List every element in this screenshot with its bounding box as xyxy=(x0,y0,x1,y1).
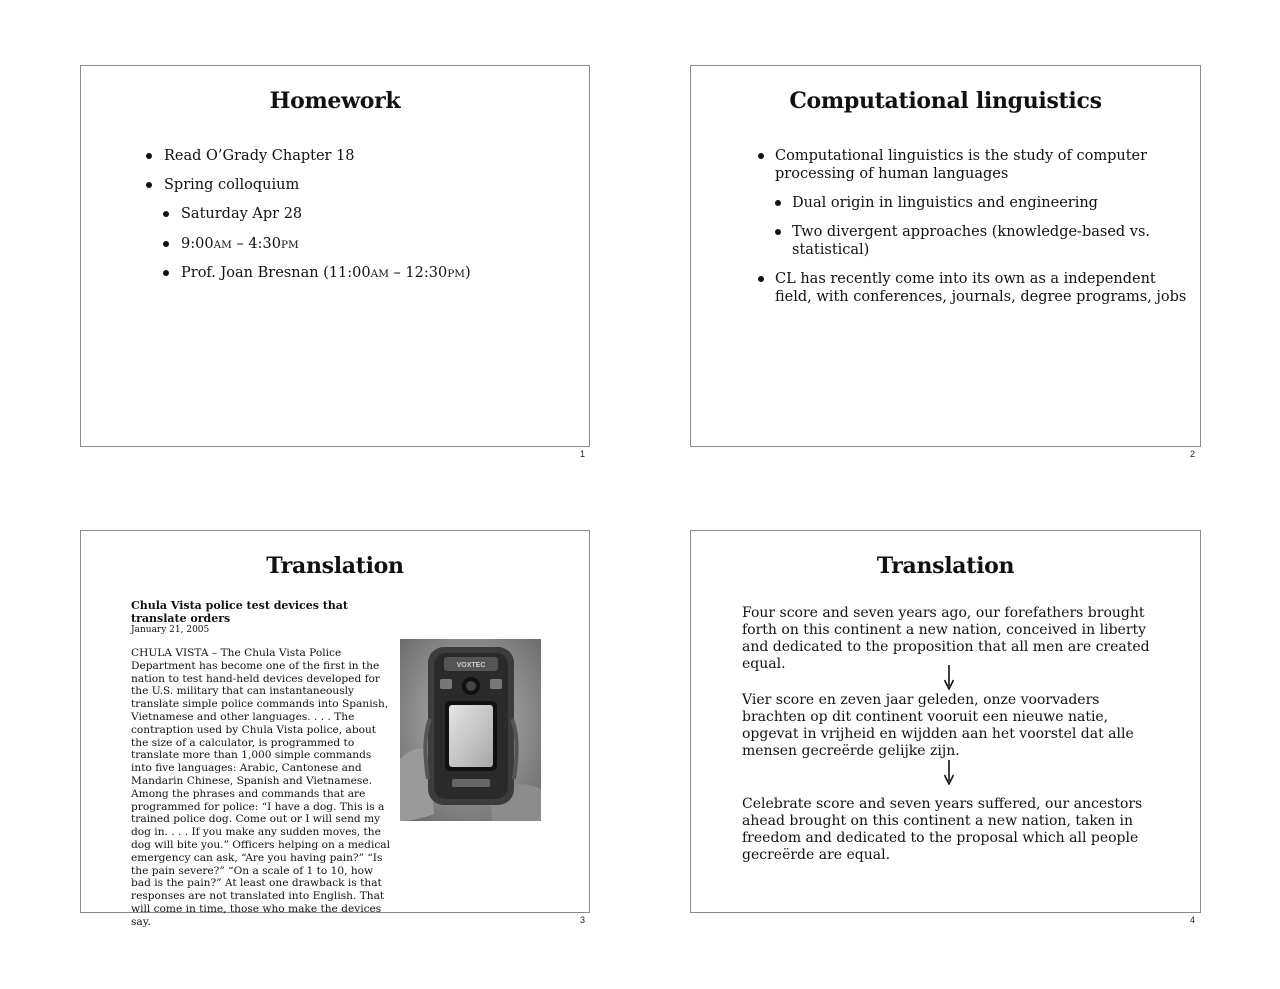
page-number: 3 xyxy=(580,915,586,925)
bullet-text: Spring colloquium xyxy=(164,177,300,193)
device-brand: VOXTEC xyxy=(456,662,486,669)
news-body: CHULA VISTA – The Chula Vista Police Department has become one of the first in the nation to test hand-held devices developed for the U.S. military that can instantaneously translate simple police commands into Spanish, Vietnamese and other languages. . . . The contraption used by Chula Vista police, about the size of a calculator, is programmed to translate more than 1,000 simple commands into five languages: Arabic, Cantonese and Mandarin Chinese, Spanish and Vietnamese. Among the phrases and commands that are programmed for police: “I have a dog. This is a trained police dog. Come out or I will send my dog in. . . . If you make any sudden moves, the dog will bite you.” Officers helping on a medical emergency can ask, “Are you having pain?” “Is the pain severe?” “On a scale of 1 to 10, how bad is the pain?” At least one drawback is that responses are not translated into English. That will come in time, those who make the devices say. xyxy=(131,647,390,928)
slide-title: Translation xyxy=(876,553,1015,579)
bullet-icon xyxy=(758,276,764,282)
page-number: 2 xyxy=(1190,449,1196,459)
sub-bullet-text: Two divergent approaches (knowledge-based vs. xyxy=(792,224,1151,240)
back-translation: Celebrate score and seven years suffered, our ancestors ahead brought on this continent a new nation, taken in freedom and dedicated to the proposal which all people gecreërde are equal. xyxy=(742,796,1143,863)
bullet-icon xyxy=(146,182,152,188)
bullet-icon xyxy=(758,153,764,159)
english-original: Four score and seven years ago, our forefathers brought forth on this continent a new nation, conceived in liberty and dedicated to the proposition that all men are created equal. xyxy=(742,605,1150,672)
bullet-text: field, with conferences, journals, degree programs, jobs xyxy=(775,289,1187,305)
bullet-icon xyxy=(775,229,781,235)
translation-device-photo xyxy=(400,639,541,821)
slide-translation-example xyxy=(690,530,1201,913)
slide-homework xyxy=(80,65,590,447)
sub-bullet-text: statistical) xyxy=(792,242,870,258)
sub-bullet-text: Dual origin in linguistics and engineering xyxy=(792,195,1098,211)
slide-computational-linguistics xyxy=(690,65,1201,447)
news-headline: Chula Vista police test devices that translate orders xyxy=(131,599,348,625)
bullet-icon xyxy=(163,241,169,247)
bullet-icon xyxy=(775,200,781,206)
bullet-icon xyxy=(163,270,169,276)
sub-bullet-text: Prof. Joan Bresnan (11:00AM – 12:30PM) xyxy=(181,265,471,281)
dutch-translation: Vier score en zeven jaar geleden, onze voorvaders brachten op dit continent vooruit een nieuwe natie, opgevat in vrijheid en wijdden aan het voorstel dat alle mensen gecreërde gelijke zijn. xyxy=(742,692,1134,759)
slide-translation-news xyxy=(80,530,590,928)
slide-title: Computational linguistics xyxy=(789,88,1102,114)
bullet-text: CL has recently come into its own as a independent xyxy=(775,271,1156,287)
bullet-text: Computational linguistics is the study of computer xyxy=(775,148,1148,164)
sub-bullet-text: Saturday Apr 28 xyxy=(181,206,303,222)
bullet-text: Read O’Grady Chapter 18 xyxy=(164,148,355,164)
news-date: January 21, 2005 xyxy=(131,625,210,635)
arrow-down-icon xyxy=(943,664,955,690)
bullet-icon xyxy=(146,153,152,159)
slide-title: Homework xyxy=(269,88,401,114)
page-number: 1 xyxy=(580,449,586,459)
page-number: 4 xyxy=(1190,915,1196,925)
arrow-down-icon xyxy=(943,759,955,785)
sub-bullet-text: 9:00AM – 4:30PM xyxy=(181,236,299,252)
bullet-text: processing of human languages xyxy=(775,166,1009,182)
device-image xyxy=(400,639,541,821)
bullet-icon xyxy=(163,211,169,217)
slide-title: Translation xyxy=(266,553,404,579)
